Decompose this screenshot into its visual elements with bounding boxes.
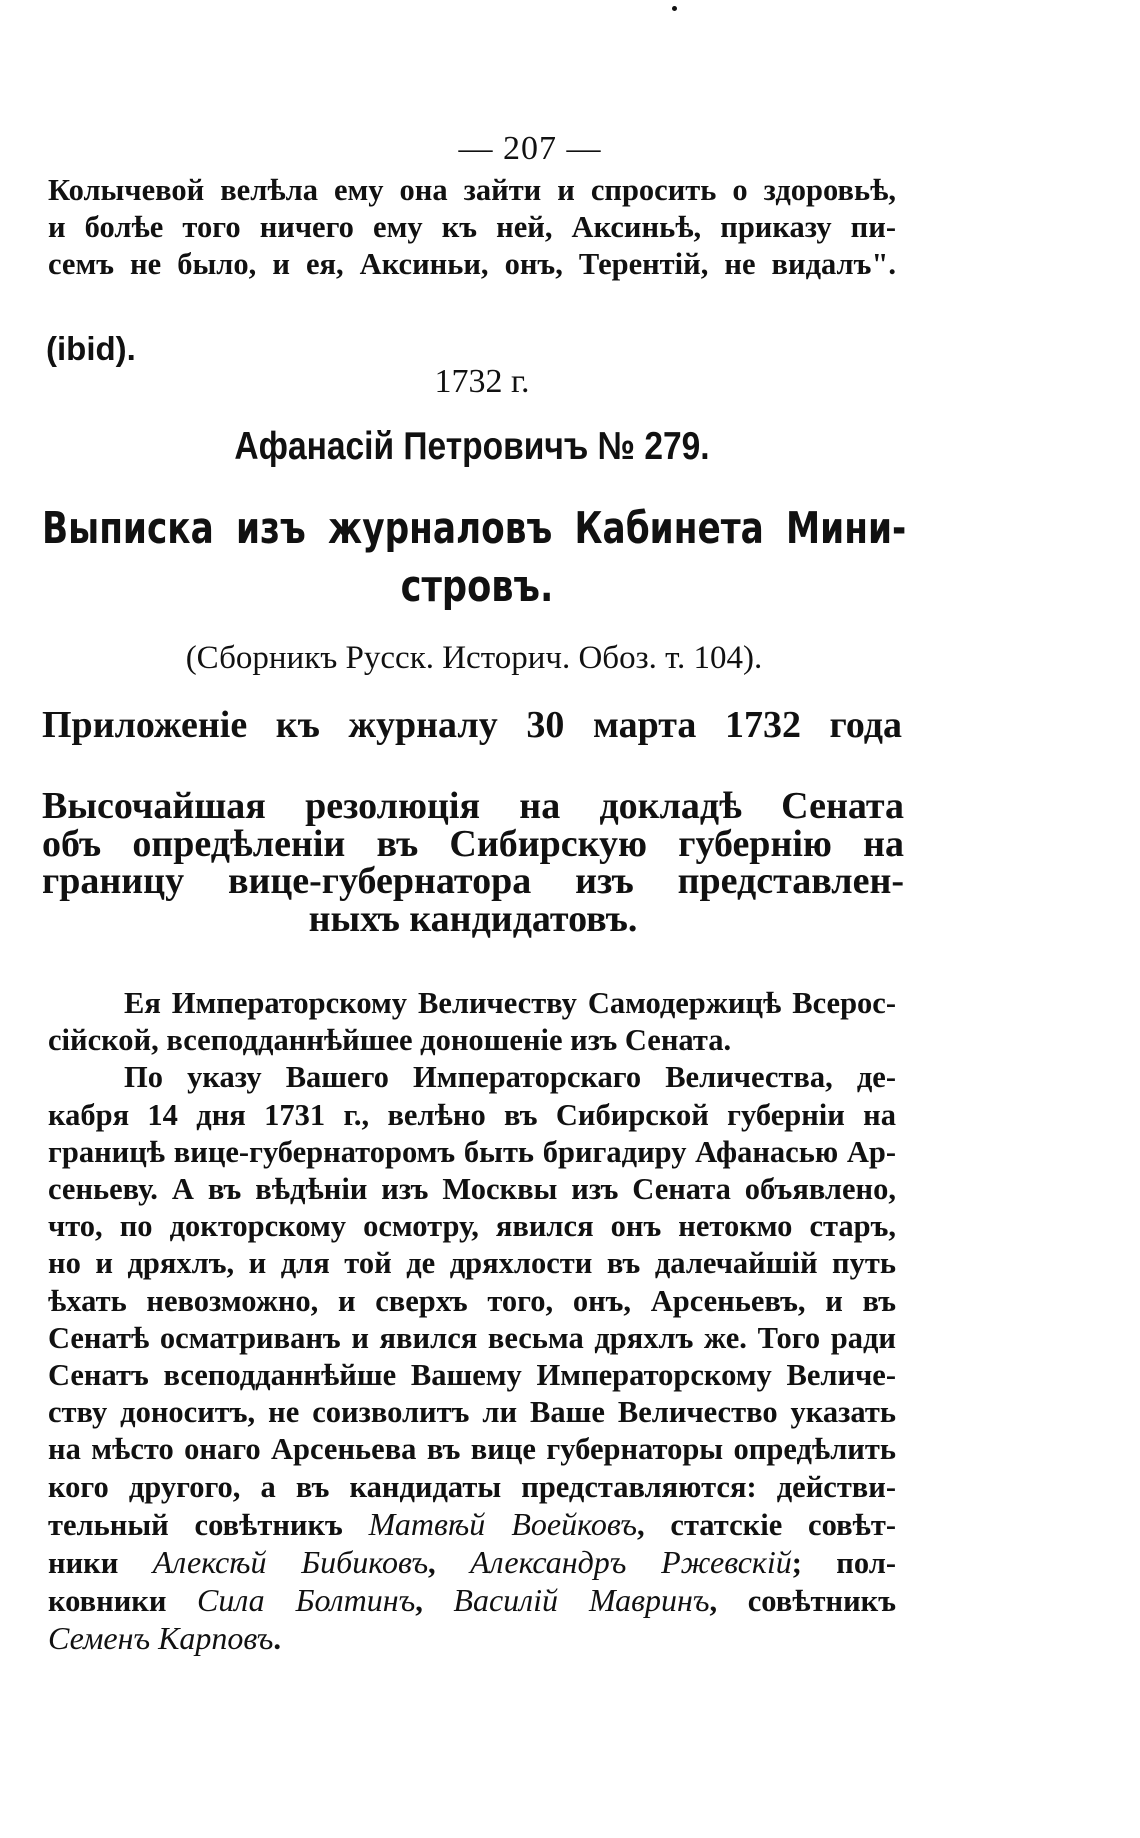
text-line: на мѣсто онаго Арсеньева въ вице губернаторы опредѣлить <box>48 1432 896 1467</box>
person-name: Алексѣй Бибиковъ <box>152 1544 429 1581</box>
text-run: , совѣтникъ <box>709 1584 896 1619</box>
text-line: и болѣе того ничего ему къ ней, Аксиньѣ, приказу пи- <box>48 210 896 245</box>
text-line: Сенатъ всеподданнѣйше Вашему Императорскому Величе- <box>48 1358 896 1393</box>
page-number: — 207 — <box>458 130 602 167</box>
text-line: Ея Императорскому Величеству Самодержицѣ Всерос- <box>124 986 896 1020</box>
text-line <box>48 1582 896 1620</box>
text-line: что, по докторскому осмотру, явился онъ нетокмо старъ, <box>48 1209 896 1244</box>
person-heading: Афанасій Петровичъ № 279. <box>234 425 710 468</box>
text-run: ники <box>48 1546 153 1581</box>
text-line: кабря 14 дня 1731 г., велѣно въ Сибирской губерніи на <box>48 1097 896 1132</box>
text-run: . <box>273 1622 282 1657</box>
text-line: кого другого, а въ кандидаты представляются: действи- <box>48 1469 896 1504</box>
year-heading: 1732 г. <box>434 363 530 400</box>
text-line <box>48 1544 896 1582</box>
text-line: границѣ вице-губернаторомъ быть бригадиру Афанасью Ар- <box>48 1134 896 1169</box>
person-name: Василій Мавринъ <box>453 1582 710 1619</box>
heading-line: объ опредѣленіи въ Сибирскую губернію на <box>42 822 904 865</box>
person-name: Матвѣй Воейковъ <box>368 1505 637 1542</box>
text-line: сійской, всеподданнѣйшее доношеніе изъ Сената. <box>48 1023 732 1058</box>
text-line: но и дряхлъ, и для той де дряхлости въ далечайшій путь <box>48 1246 896 1281</box>
person-name: Сила Болтинъ <box>196 1582 416 1619</box>
text-line: Колычевой велѣла ему она зайти и спросить о здоровьѣ, <box>48 173 896 207</box>
text-line <box>48 1620 896 1658</box>
text-line: По указу Вашего Императорскаго Величества, де- <box>124 1060 896 1095</box>
title-line: стровъ. <box>400 561 554 612</box>
text-line: ѣхать невозможно, и сверхъ того, онъ, Арсеньевъ, и въ <box>48 1283 896 1318</box>
text-run: , <box>428 1546 471 1581</box>
ink-speck <box>672 6 677 11</box>
person-name: Семенъ Карповъ <box>48 1620 274 1657</box>
ibid-reference: (ibid). <box>46 330 136 367</box>
text-line: сеньеву. А въ вѣдѣніи изъ Москвы изъ Сената объявлено, <box>48 1172 896 1207</box>
text-run: , статскіе совѣт- <box>636 1507 896 1542</box>
document-title <box>42 500 906 616</box>
text-line: ству доноситъ, не соизволитъ ли Ваше Величество указать <box>48 1395 896 1430</box>
text-line: семъ не было, и ея, Аксиньи, онъ, Терентій, не видалъ". <box>48 247 896 282</box>
heading-line: Высочайшая резолюція на докладѣ Сената <box>42 785 904 827</box>
resolution-heading <box>42 785 904 940</box>
text-run: ковники <box>48 1584 197 1619</box>
text-line: Сенатѣ осматриванъ и явился весьма дряхлъ же. Того ради <box>48 1320 896 1355</box>
text-run: , <box>415 1584 454 1619</box>
heading-line: ныхъ кандидатовъ. <box>308 897 638 940</box>
person-name: Александръ Ржевскій <box>470 1544 792 1581</box>
main-text <box>48 985 896 1659</box>
title-line: Выписка изъ журналовъ Кабинета Мини- <box>42 503 907 554</box>
heading-line: границу вице-губернатора изъ представлен- <box>42 860 904 902</box>
text-run: ; пол- <box>791 1546 896 1581</box>
continuation-paragraph <box>48 172 896 284</box>
appendix-heading: Приложеніе къ журналу 30 марта 1732 года <box>42 704 902 746</box>
text-line <box>48 1506 896 1544</box>
text-run: тельный совѣтникъ <box>48 1507 369 1542</box>
source-citation: (Сборникъ Русск. Историч. Обоз. т. 104). <box>185 640 763 676</box>
